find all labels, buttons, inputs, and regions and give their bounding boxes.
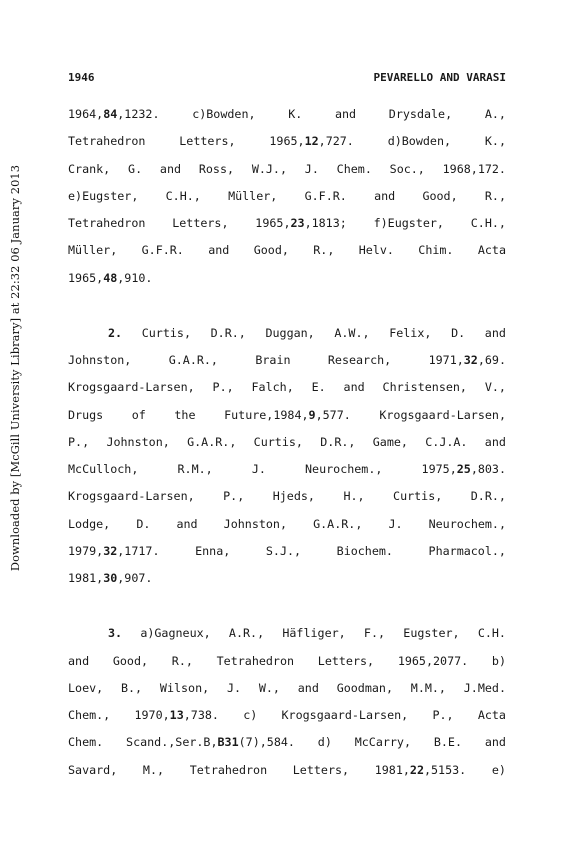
reference-word: and	[374, 188, 396, 203]
reference-word: Curtis,	[393, 489, 443, 504]
reference-list	[68, 101, 506, 784]
reference-line	[68, 538, 506, 565]
reference-word: Crank,	[68, 161, 111, 176]
reference-word: J.	[304, 161, 319, 176]
reference-word: Future,1984,9,577.	[224, 407, 351, 422]
reference-word: and	[334, 107, 357, 121]
reference-word: 2.	[108, 325, 123, 340]
reference-word: 1979,32,1717.	[68, 544, 160, 559]
reference-word: McCarry,	[354, 735, 411, 750]
reference-word: Letters,	[317, 653, 375, 668]
reference-word: A.,	[484, 107, 506, 121]
reference-line	[68, 210, 506, 237]
reference-word: Goodman,	[336, 680, 393, 695]
reference-word: G.	[128, 161, 143, 176]
reference-word: Game,	[372, 434, 408, 449]
reference-word: Felix,	[389, 325, 432, 340]
reference-word: 3.	[108, 626, 123, 641]
reference-word: Johnston,	[106, 434, 170, 449]
reference-word: G.A.R.,	[313, 516, 363, 531]
reference-line	[68, 402, 506, 429]
reference-word: Johnston,	[223, 516, 288, 531]
reference-word: d)	[317, 735, 332, 750]
reference-word: Acta	[477, 243, 506, 258]
reference-word: and	[484, 735, 506, 750]
reference-word: Letters,	[179, 134, 236, 149]
reference-line	[68, 757, 506, 784]
reference-word: d)Bowden,	[387, 134, 452, 149]
download-note-text: Downloaded by [McGill University Library] at 22:32 06 January 2013	[8, 164, 23, 572]
reference-word: G.F.R.	[141, 243, 184, 258]
paragraph-gap	[68, 593, 506, 621]
reference-line	[68, 183, 506, 210]
reference-word: Letters,	[292, 762, 350, 777]
reference-word: Müller,	[228, 188, 278, 203]
reference-word: F.,	[363, 626, 386, 641]
reference-word: Curtis,	[253, 434, 303, 449]
reference-word: Loev,	[68, 680, 104, 695]
reference-word: e)	[491, 762, 506, 777]
reference-word: a)Gagneux,	[140, 626, 211, 641]
reference-word: Krogsgaard-Larsen,	[281, 708, 409, 723]
reference-word: M.M.,	[410, 680, 446, 695]
reference-word: Soc.,	[389, 161, 425, 176]
reference-word: P.,	[432, 708, 454, 723]
reference-word: Chim.	[418, 243, 454, 258]
reference-word: Neurochem.,	[428, 516, 506, 531]
reference-word: C.H.,	[165, 188, 201, 203]
reference-word: Neurochem.,	[305, 462, 383, 477]
reference-word: W.,	[258, 680, 280, 695]
reference-word: and	[68, 653, 90, 668]
reference-word: f)Eugster,	[373, 216, 444, 231]
reference-word: Häfliger,	[282, 626, 346, 641]
reference-word: and	[484, 434, 506, 449]
reference-word: R.,	[313, 243, 335, 258]
reference-line	[68, 702, 506, 729]
reference-word: Good,	[422, 188, 458, 203]
reference-word: Biochem.	[336, 544, 393, 559]
reference-word: 1971,32,69.	[428, 352, 506, 367]
reference-word: of	[131, 407, 146, 422]
reference-word: A.W.,	[334, 325, 370, 340]
reference-word: D.R.,	[470, 489, 506, 504]
reference-word: 1964,84,1232.	[68, 107, 160, 121]
reference-word: Duggan,	[265, 325, 315, 340]
reference-line	[68, 156, 506, 183]
reference-word: Helv.	[358, 243, 394, 258]
reference-word: D.	[136, 516, 151, 531]
reference-word: 1965,2077.	[397, 653, 469, 668]
reference-word: K.,	[484, 134, 506, 149]
reference-word: R.M.,	[177, 462, 213, 477]
reference-word: Tetrahedron	[189, 762, 268, 777]
page-number: 1946	[68, 71, 95, 84]
reference-word: P.,	[223, 489, 245, 504]
reference-word: J.	[388, 516, 403, 531]
reference-word: R.,	[171, 653, 193, 668]
reference-word: and	[343, 380, 365, 395]
reference-word: Chem.	[336, 161, 372, 176]
reference-word: c)	[243, 708, 258, 723]
reference-word: S.J.,	[265, 544, 302, 559]
reference-line	[68, 320, 506, 347]
reference-word: and	[484, 325, 506, 340]
reference-word: e)Eugster,	[68, 188, 139, 203]
reference-word: c)Bowden,	[192, 107, 256, 121]
reference-entry	[68, 320, 506, 593]
reference-word: Enna,	[195, 544, 231, 559]
reference-word: Letters,	[172, 216, 229, 231]
reference-word: and	[159, 161, 182, 176]
reference-line	[68, 675, 506, 702]
reference-word: Tetrahedron	[216, 653, 295, 668]
reference-line	[68, 265, 506, 292]
reference-word: Johnston,	[68, 352, 132, 367]
reference-word: W.J.,	[251, 161, 287, 176]
reference-word: and	[176, 516, 198, 531]
reference-word: Hjeds,	[272, 489, 315, 504]
reference-word: Curtis,	[141, 325, 191, 340]
reference-word: C.H.	[477, 626, 506, 641]
reference-word: C.J.A.	[425, 434, 468, 449]
reference-word: Drysdale,	[388, 107, 453, 121]
reference-word: K.	[288, 107, 303, 121]
reference-word: P.,	[212, 380, 234, 395]
reference-word: and	[208, 243, 230, 258]
reference-word: Acta	[477, 708, 506, 723]
reference-word: b)	[491, 653, 506, 668]
reference-word: 1970,13,738.	[134, 708, 219, 723]
reference-line	[68, 347, 506, 374]
reference-word: Wilson,	[159, 680, 210, 695]
reference-word: C.H.,	[470, 216, 506, 231]
running-title: PEVARELLO AND VARASI	[373, 71, 506, 84]
reference-word: 1981,30,907.	[68, 571, 153, 586]
reference-word: B.,	[120, 680, 143, 695]
reference-line	[68, 237, 506, 264]
reference-word: Tetrahedron	[68, 216, 146, 231]
reference-word: V.,	[484, 380, 506, 395]
reference-entry	[68, 620, 506, 784]
reference-line	[68, 374, 506, 401]
reference-word: Christensen,	[382, 380, 467, 395]
reference-line	[68, 101, 506, 128]
reference-word: Brain	[255, 352, 291, 367]
reference-word: the	[174, 407, 196, 422]
reference-word: Research,	[327, 352, 392, 367]
reference-word: 1965,48,910.	[68, 270, 153, 285]
reference-word: Savard,	[68, 762, 118, 777]
reference-word: A.R.,	[228, 626, 265, 641]
reference-line	[68, 483, 506, 510]
reference-word: Good,	[112, 653, 149, 668]
reference-word: D.R.,	[320, 434, 356, 449]
reference-word: 1981,22,5153.	[374, 762, 467, 777]
reference-word: J.	[226, 680, 242, 695]
reference-word: 1968,172.	[442, 161, 506, 176]
reference-line	[68, 511, 506, 538]
reference-word: Scand.,Ser.B,B31(7),584.	[126, 735, 295, 750]
reference-word: J.Med.	[463, 680, 506, 695]
reference-word: Pharmacol.,	[428, 544, 506, 559]
reference-word: 1975,25,803.	[421, 462, 506, 477]
reference-word: and	[297, 680, 319, 695]
reference-word: G.A.R.,	[168, 352, 218, 367]
reference-line	[68, 648, 506, 675]
reference-word: Müller,	[68, 243, 118, 258]
reference-word: Ross,	[198, 161, 235, 176]
reference-word: D.	[451, 325, 466, 340]
reference-word: Eugster,	[403, 626, 460, 641]
reference-entry	[68, 101, 506, 292]
reference-line	[68, 128, 506, 155]
reference-word: P.,	[68, 434, 90, 449]
reference-word: 1965,23,1813;	[255, 216, 347, 231]
reference-word: G.F.R.	[304, 188, 347, 203]
reference-word: H.,	[343, 489, 365, 504]
reference-word: Tetrahedron	[68, 134, 146, 149]
reference-word: R.,	[484, 188, 506, 203]
reference-line	[68, 429, 506, 456]
reference-line	[68, 565, 506, 592]
reference-word: G.A.R.,	[187, 434, 237, 449]
reference-line	[68, 729, 506, 756]
reference-word: Falch,	[251, 380, 294, 395]
reference-word: Drugs	[68, 407, 104, 422]
download-margin-note	[8, 108, 23, 628]
reference-word: B.E.	[433, 735, 462, 750]
reference-line	[68, 456, 506, 483]
reference-word: Krogsgaard-Larsen,	[68, 380, 195, 395]
page-header	[68, 71, 506, 91]
reference-word: M.,	[142, 762, 165, 777]
reference-word: Good,	[253, 243, 289, 258]
reference-word: Krogsgaard-Larsen,	[379, 407, 506, 422]
reference-word: McCulloch,	[68, 462, 139, 477]
reference-word: Chem.,	[68, 708, 111, 723]
reference-line	[68, 620, 506, 647]
reference-word: E.	[311, 380, 326, 395]
reference-word: J.	[251, 462, 266, 477]
reference-word: Lodge,	[68, 516, 111, 531]
reference-word: Krogsgaard-Larsen,	[68, 489, 195, 504]
reference-word: Chem.	[68, 735, 104, 750]
paragraph-gap	[68, 292, 506, 320]
reference-word: 1965,12,727.	[269, 134, 354, 149]
reference-word: D.R.,	[210, 325, 246, 340]
